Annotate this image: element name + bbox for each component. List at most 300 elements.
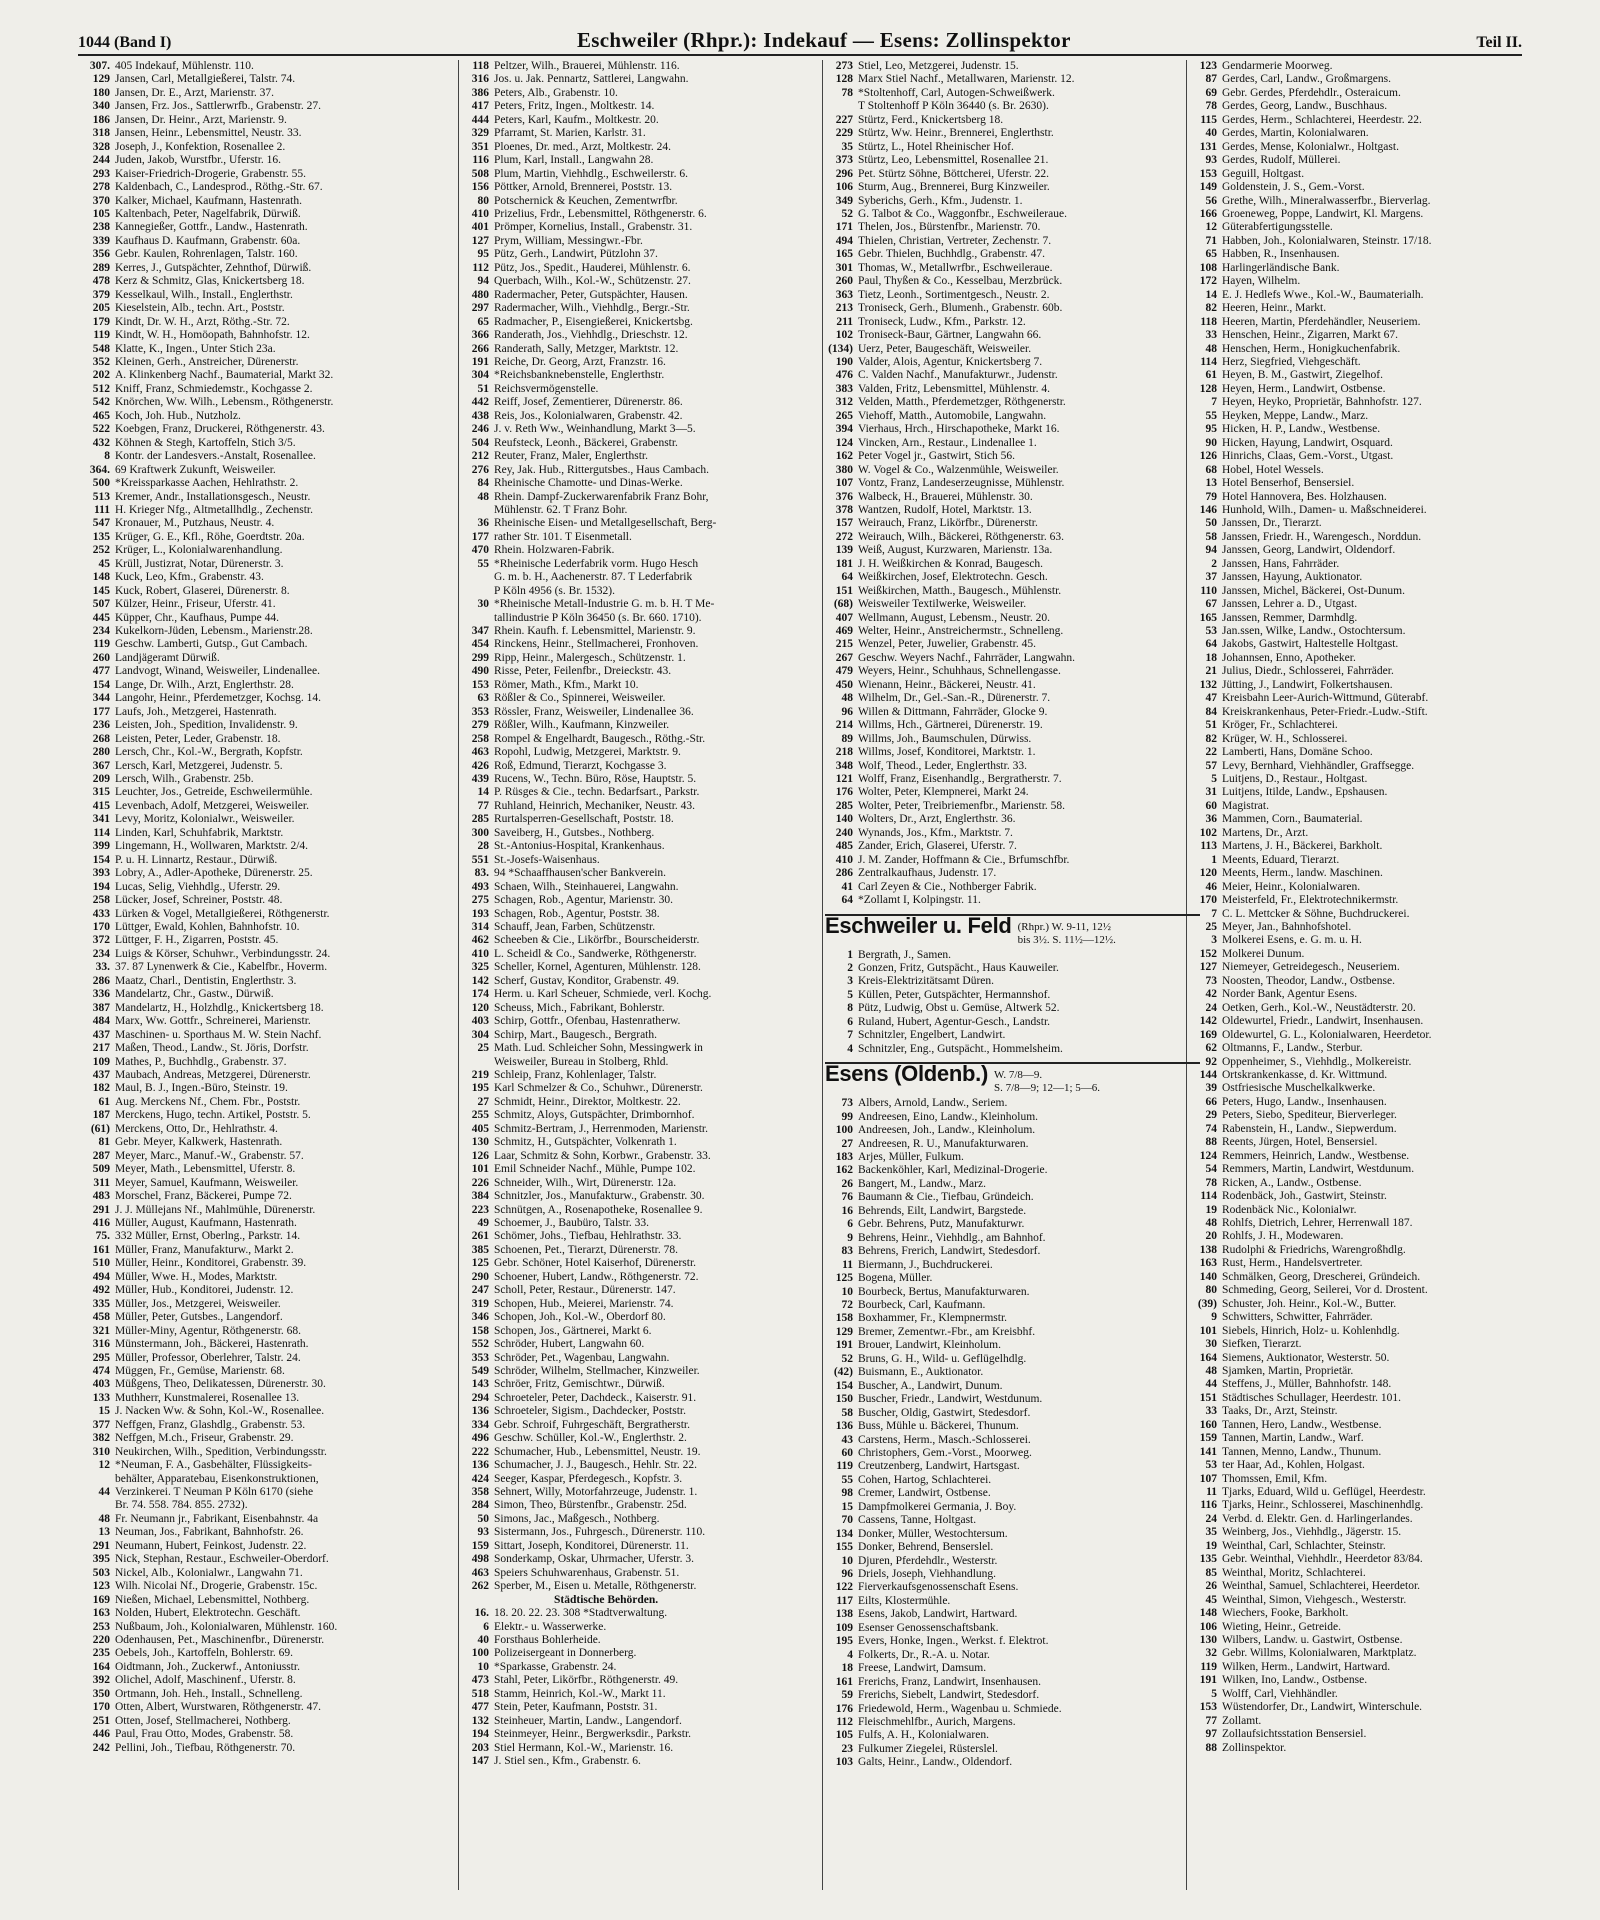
phone-number: 45 xyxy=(1205,1593,1217,1606)
directory-entry xyxy=(82,450,457,463)
subscriber-text: Forsthaus Bohlerheide. xyxy=(494,1634,601,1647)
office-hours-line: S. 7/8—9; 12—1; 5—6. xyxy=(993,1082,1101,1095)
subscriber-text: Schmeding, Georg, Seilerei, Vor d. Drostent. xyxy=(1222,1284,1428,1297)
phone-number: 285 xyxy=(471,813,489,826)
directory-entry xyxy=(825,73,1200,86)
phone-number: 268 xyxy=(92,732,110,745)
directory-entry xyxy=(82,1405,457,1418)
subscriber-text: Kaufhaus D. Kaufmann, Grabenstr. 60a. xyxy=(115,234,301,247)
subscriber-text: Hobel, Hotel Wessels. xyxy=(1222,463,1324,476)
phone-number: 195 xyxy=(471,1082,489,1095)
phone-number: 113 xyxy=(1200,840,1217,853)
directory-entry xyxy=(1189,141,1564,154)
phone-number: 82 xyxy=(1205,732,1217,745)
directory-entry xyxy=(461,302,836,315)
subscriber-text: Freese, Landwirt, Damsum. xyxy=(858,1662,987,1675)
directory-entry xyxy=(825,1272,1200,1285)
directory-entry xyxy=(825,1205,1200,1218)
directory-entry xyxy=(82,840,457,853)
subscriber-text: St.-Josefs-Waisenhaus. xyxy=(494,853,600,866)
phone-number: 120 xyxy=(471,1001,489,1014)
subscriber-text: Plum, Martin, Viehhdlg., Eschweilerstr. 6. xyxy=(494,167,688,180)
phone-number: 358 xyxy=(471,1486,489,1499)
phone-number: 191 xyxy=(835,1339,853,1352)
phone-number: 77 xyxy=(477,799,489,812)
subscriber-text: Ortmann, Joh. Heh., Install., Schnelleng. xyxy=(115,1687,303,1700)
phone-number: 373 xyxy=(835,154,853,167)
subscriber-text: Reents, Jürgen, Hotel, Bensersiel. xyxy=(1222,1136,1378,1149)
subscriber-text: Gerdes, Georg, Landw., Buschhaus. xyxy=(1222,100,1388,113)
subscriber-text: Wilh. Nicolai Nf., Drogerie, Grabenstr. 15c. xyxy=(115,1580,318,1593)
subscriber-text: Luitjens, D., Restaur., Holtgast. xyxy=(1222,773,1368,786)
directory-entry xyxy=(461,1607,836,1620)
directory-entry xyxy=(1189,1069,1564,1082)
subscriber-text: Verzinkerei. T Neuman P Köln 6170 (siehe xyxy=(115,1486,314,1499)
directory-entry xyxy=(1189,1244,1564,1257)
directory-entry xyxy=(461,800,836,813)
directory-entry xyxy=(461,1352,836,1365)
directory-entry xyxy=(825,1487,1200,1500)
directory-entry xyxy=(461,1123,836,1136)
subscriber-text: Schmitz-Bertram, J., Herrenmoden, Marienstr. xyxy=(494,1122,708,1135)
directory-entry xyxy=(825,1191,1200,1204)
directory-entry xyxy=(82,692,457,705)
directory-entry xyxy=(82,1271,457,1284)
phone-number: 139 xyxy=(835,544,853,557)
phone-number: 96 xyxy=(841,705,853,718)
subscriber-text: H. Krieger Nfg., Altmetallhdlg., Zechenstr. xyxy=(115,503,314,516)
phone-number: 146 xyxy=(1199,503,1217,516)
subscriber-text: Oidtmann, Joh., Zuckerwf., Antoniusstr. xyxy=(115,1660,300,1673)
phone-number: 275 xyxy=(471,894,489,907)
subscriber-text: Bourbeck, Bertus, Manufakturwaren. xyxy=(858,1285,1030,1298)
directory-entry xyxy=(461,854,836,867)
subscriber-text: Otten, Josef, Stellmacherei, Nothberg. xyxy=(115,1714,291,1727)
subscriber-text: Carstens, Herm., Masch.-Schlosserei. xyxy=(858,1433,1031,1446)
directory-entry xyxy=(82,1715,457,1728)
directory-entry xyxy=(825,356,1200,369)
subscriber-text: Habben, Joh., Kolonialwaren, Steinstr. 17/18. xyxy=(1222,234,1432,247)
subscriber-text: Schumacher, J. J., Baugesch., Hehlr. Str. 22. xyxy=(494,1459,697,1472)
phone-number: 31 xyxy=(1205,786,1217,799)
directory-entry xyxy=(82,168,457,181)
directory-entry xyxy=(1189,1553,1564,1566)
subscriber-text: Willms, Joh., Baumschulen, Dürwiss. xyxy=(858,732,1032,745)
section-heading xyxy=(825,914,1200,947)
subscriber-text: Güterabfertigungsstelle. xyxy=(1222,221,1333,234)
subscriber-text: Fulfs, A. H., Kolonialwaren. xyxy=(858,1729,989,1742)
phone-number: 19 xyxy=(1205,1539,1217,1552)
subscriber-text: Biermann, J., Buchdruckerei. xyxy=(858,1258,993,1271)
subscriber-text: Jan.ssen, Wilke, Landw., Ostochtersum. xyxy=(1222,625,1406,638)
phone-number: 300 xyxy=(471,826,489,839)
subscriber-text: Sturm, Aug., Brennerei, Burg Kinzweiler. xyxy=(858,181,1050,194)
directory-entry xyxy=(461,504,836,517)
phone-number: 209 xyxy=(92,773,110,786)
subscriber-text: 94 *Schaaffhausen'scher Bankverein. xyxy=(494,867,667,880)
phone-number: 68 xyxy=(1205,463,1217,476)
subscriber-text: Kontr. der Landesvers.-Anstalt, Rosenallee. xyxy=(115,450,316,463)
phone-number: 130 xyxy=(1199,1634,1217,1647)
phone-number xyxy=(461,504,489,517)
directory-entry xyxy=(461,652,836,665)
directory-entry xyxy=(461,558,836,571)
phone-number: 51 xyxy=(1205,719,1217,732)
directory-entry xyxy=(82,316,457,329)
phone-number: 143 xyxy=(471,1378,489,1391)
subscriber-text: Heyen, Heyko, Proprietär, Bahnhofstr. 127. xyxy=(1222,396,1422,409)
subscriber-text: Nolden, Hubert, Elektrotechn. Geschäft. xyxy=(115,1607,301,1620)
subscriber-text: Johannsen, Enno, Apotheker. xyxy=(1222,651,1356,664)
page-running-title: Eschweiler (Rhpr.): Indekauf — Esens: Zollinspektor xyxy=(577,28,1071,52)
subscriber-text: Peters, Karl, Kaufm., Moltkestr. 20. xyxy=(494,113,659,126)
phone-number: 8 xyxy=(847,1002,853,1015)
subscriber-text: Müller, Wwe. H., Modes, Marktstr. xyxy=(115,1270,278,1283)
directory-entry xyxy=(1189,1728,1564,1741)
subscriber-text: Schoenen, Pet., Tierarzt, Dürenerstr. 78. xyxy=(494,1243,678,1256)
phone-number: 474 xyxy=(92,1364,110,1377)
phone-number: 297 xyxy=(471,302,489,315)
phone-number: 386 xyxy=(471,86,489,99)
directory-entry xyxy=(1189,894,1564,907)
phone-number: 227 xyxy=(835,113,853,126)
phone-number: 127 xyxy=(1199,961,1217,974)
directory-entry xyxy=(461,369,836,382)
subscriber-text: Kniff, Franz, Schmiedemstr., Kochgasse 2. xyxy=(115,382,313,395)
phone-number: 55 xyxy=(841,1473,853,1486)
subscriber-text: Merckens, Otto, Dr., Hehlrathstr. 4. xyxy=(115,1122,278,1135)
subscriber-text: Wienann, Heinr., Bäckerei, Neustr. 41. xyxy=(858,678,1036,691)
phone-number: 39 xyxy=(1205,1082,1217,1095)
directory-entry xyxy=(1189,504,1564,517)
directory-entry xyxy=(825,1676,1200,1689)
section-title: Esens (Oldenb.) xyxy=(825,1061,988,1087)
subscriber-text: G. Talbot & Co., Waggonfbr., Eschweileraue. xyxy=(858,207,1067,220)
subscriber-text: *Zollamt I, Kolpingstr. 11. xyxy=(858,894,981,907)
phone-number: 124 xyxy=(1199,1149,1217,1162)
subscriber-text: Esenser Genossenschaftsbank. xyxy=(858,1621,999,1634)
directory-entry xyxy=(825,127,1200,140)
directory-entry xyxy=(461,1271,836,1284)
phone-number: 101 xyxy=(1199,1324,1217,1337)
phone-number: 479 xyxy=(835,665,853,678)
directory-entry xyxy=(82,1446,457,1459)
subscriber-text: Leisten, Peter, Leder, Grabenstr. 18. xyxy=(115,732,281,745)
subscriber-text: Ploenes, Dr. med., Arzt, Moltkestr. 24. xyxy=(494,140,671,153)
directory-entry xyxy=(461,87,836,100)
directory-entry xyxy=(82,760,457,773)
phone-number: 29 xyxy=(1205,1109,1217,1122)
subscriber-text: Karl Schmelzer & Co., Schuhwr., Dürenerstr. xyxy=(494,1082,703,1095)
phone-number: 483 xyxy=(92,1190,110,1203)
subscriber-text: Schopen, Hub., Meierei, Marienstr. 74. xyxy=(494,1297,674,1310)
subscriber-text: Bangert, M., Landw., Marz. xyxy=(858,1177,986,1190)
phone-number: 328 xyxy=(92,140,110,153)
subscriber-text: Folkerts, Dr., R.-A. u. Notar. xyxy=(858,1648,990,1661)
directory-entry xyxy=(82,329,457,342)
subscriber-text: Rössler, Franz, Weisweiler, Lindenallee 36. xyxy=(494,705,694,718)
subscriber-text: Münstermann, Joh., Bäckerei, Hastenrath. xyxy=(115,1338,309,1351)
directory-entry xyxy=(461,934,836,947)
directory-entry xyxy=(82,746,457,759)
directory-entry xyxy=(1189,1015,1564,1028)
directory-entry xyxy=(461,1459,836,1472)
directory-entry xyxy=(825,491,1200,504)
subscriber-text: Müller, Peter, Gutsbes., Langendorf. xyxy=(115,1311,283,1324)
directory-entry xyxy=(82,1486,457,1499)
phone-number: 153 xyxy=(1199,167,1217,180)
directory-entry xyxy=(82,827,457,840)
subscriber-text: Kaltenbach, Peter, Nagelfabrik, Dürwiß. xyxy=(115,207,301,220)
phone-number: 144 xyxy=(1199,1068,1217,1081)
phone-number: 103 xyxy=(835,1756,853,1769)
phone-number: 234 xyxy=(92,947,110,960)
subscriber-text: Jakobs, Gastwirt, Haltestelle Holtgast. xyxy=(1222,638,1399,651)
subscriber-text: Müller, Jos., Metzgerei, Weisweiler. xyxy=(115,1297,281,1310)
phone-number: 133 xyxy=(92,1391,110,1404)
subscriber-text: Kuck, Robert, Glaserei, Dürenerstr. 8. xyxy=(115,584,290,597)
phone-number: 75. xyxy=(95,1230,110,1243)
subscriber-text: Gebr. Kaulen, Rohrenlagen, Talstr. 160. xyxy=(115,248,298,261)
directory-entry xyxy=(1189,948,1564,961)
phone-number: 105 xyxy=(835,1729,853,1742)
phone-number: 6 xyxy=(483,1620,489,1633)
subscriber-text: Meents, Eduard, Tierarzt. xyxy=(1222,853,1340,866)
directory-entry xyxy=(825,1124,1200,1137)
subscriber-text: Nickel, Alb., Kolonialwr., Langwahn 71. xyxy=(115,1566,303,1579)
directory-entry xyxy=(461,1338,836,1351)
directory-entry xyxy=(461,1473,836,1486)
directory-entry xyxy=(82,1352,457,1365)
directory-entry xyxy=(82,867,457,880)
directory-entry xyxy=(1189,302,1564,315)
directory-entry xyxy=(1189,289,1564,302)
directory-entry xyxy=(82,1015,457,1028)
phone-number: 129 xyxy=(92,73,110,86)
directory-entry xyxy=(461,208,836,221)
directory-entry xyxy=(1189,1405,1564,1418)
subscriber-text: Zander, Erich, Glaserei, Uferstr. 7. xyxy=(858,840,1017,853)
phone-number: 78 xyxy=(1205,100,1217,113)
subscriber-text: Marx Stiel Nachf., Metallwaren, Marienstr. 12. xyxy=(858,73,1075,86)
subscriber-text: Koch, Joh. Hub., Nutzholz. xyxy=(115,409,241,422)
subscriber-text: Wolff, Franz, Eisenhandlg., Bergratherstr. 7. xyxy=(858,773,1062,786)
directory-entry xyxy=(461,1069,836,1082)
phone-number: 403 xyxy=(471,1015,489,1028)
phone-number: 549 xyxy=(471,1364,489,1377)
subscriber-text: *Rheinische Lederfabrik vorm. Hugo Hesch xyxy=(494,557,699,570)
directory-entry xyxy=(82,1365,457,1378)
directory-entry xyxy=(825,638,1200,651)
phone-number: 114 xyxy=(93,826,110,839)
phone-number: 121 xyxy=(835,773,853,786)
subscriber-text: Schleip, Franz, Kohlenlager, Talstr. xyxy=(494,1068,657,1081)
phone-number: 93 xyxy=(1205,154,1217,167)
phone-number: (68) xyxy=(833,598,853,611)
phone-number: 478 xyxy=(92,275,110,288)
phone-number: 48 xyxy=(477,490,489,503)
subscriber-text: Schopen, Joh., Kol.-W., Oberdorf 80. xyxy=(494,1311,666,1324)
directory-entry xyxy=(82,383,457,396)
phone-number: 123 xyxy=(92,1580,110,1593)
subscriber-text: Schröder, Wilhelm, Stellmacher, Kinzweiler. xyxy=(494,1364,700,1377)
directory-entry xyxy=(1189,1177,1564,1190)
directory-entry xyxy=(825,60,1200,73)
directory-entry xyxy=(825,1662,1200,1675)
phone-number: 119 xyxy=(836,1460,853,1473)
directory-entry xyxy=(1189,746,1564,759)
directory-entry xyxy=(825,1312,1200,1325)
phone-number: 438 xyxy=(471,409,489,422)
subscriber-text: Driels, Joseph, Viehhandlung. xyxy=(858,1568,997,1581)
subscriber-text: Fierverkaufsgenossenschaft Esens. xyxy=(858,1581,1019,1594)
subscriber-text: Weißkirchen, Matth., Baugesch., Mühlenstr. xyxy=(858,584,1062,597)
directory-entry xyxy=(461,1742,836,1755)
phone-number: 166 xyxy=(1199,207,1217,220)
subscriber-text: Peters, Fritz, Ingen., Moltkestr. 14. xyxy=(494,100,655,113)
phone-number: 403 xyxy=(92,1378,110,1391)
subscriber-text: Jütting, J., Landwirt, Folkertshausen. xyxy=(1222,678,1393,691)
phone-number: 280 xyxy=(92,746,110,759)
subscriber-text: Remmers, Martin, Landwirt, Westdunum. xyxy=(1222,1163,1415,1176)
subscriber-text: Meyer, Jan., Bahnhofshotel. xyxy=(1222,921,1352,933)
subscriber-text: Oebels, Joh., Kartoffeln, Bohlerstr. 69. xyxy=(115,1647,294,1660)
directory-entry xyxy=(1189,1056,1564,1069)
directory-entry xyxy=(461,289,836,302)
subscriber-text: Krüll, Justizrat, Notar, Dürenerstr. 3. xyxy=(115,557,284,570)
phone-number: 301 xyxy=(835,261,853,274)
phone-number: 437 xyxy=(92,1028,110,1041)
subscriber-text: Paul, Thyßen & Co., Kesselbau, Merzbrück. xyxy=(858,275,1063,288)
subscriber-text: Martens, J. H., Bäckerei, Barkholt. xyxy=(1222,840,1383,853)
phone-number: 109 xyxy=(835,1621,853,1634)
subscriber-text: Buismann, E., Auktionator. xyxy=(858,1366,984,1379)
phone-number: 135 xyxy=(92,530,110,543)
phone-number: 55 xyxy=(1205,409,1217,422)
subscriber-text: Buscher, A., Landwirt, Dunum. xyxy=(858,1379,1003,1392)
phone-number: 84 xyxy=(477,477,489,490)
directory-entry xyxy=(1189,1607,1564,1620)
directory-entry xyxy=(82,1661,457,1674)
subscriber-text: Seeger, Kaspar, Pferdegesch., Kopfstr. 3. xyxy=(494,1472,683,1485)
directory-entry xyxy=(825,867,1200,880)
directory-entry xyxy=(1189,867,1564,880)
subscriber-text: Maschinen- u. Sporthaus M. W. Stein Nachf. xyxy=(115,1028,322,1041)
phone-number: 7 xyxy=(1211,396,1217,409)
phone-number: 72 xyxy=(841,1298,853,1311)
phone-number: 276 xyxy=(471,463,489,476)
directory-entry xyxy=(825,531,1200,544)
directory-entry xyxy=(825,962,1200,975)
directory-entry xyxy=(1189,760,1564,773)
phone-number: (61) xyxy=(90,1122,110,1135)
subscriber-text: Tjarks, Eduard, Wild u. Geflügel, Heerdestr. xyxy=(1222,1486,1426,1499)
phone-number: 379 xyxy=(92,288,110,301)
subscriber-text: Peltzer, Wilh., Brauerei, Mühlenstr. 116. xyxy=(494,60,680,72)
phone-number: 512 xyxy=(92,382,110,395)
phone-number: 49 xyxy=(477,1216,489,1229)
subscriber-text: Cremer, Landwirt, Ostbense. xyxy=(858,1487,991,1500)
directory-entry xyxy=(1189,719,1564,732)
phone-number: 484 xyxy=(92,1015,110,1028)
directory-entry xyxy=(1189,1513,1564,1526)
subscriber-text: Steinmeyer, Heinr., Bergwerksdir., Parkstr. xyxy=(494,1728,692,1741)
subscriber-text: 69 Kraftwerk Zukunft, Weisweiler. xyxy=(115,463,276,476)
directory-entry xyxy=(1189,1257,1564,1270)
phone-number: 74 xyxy=(1205,1122,1217,1135)
directory-entry xyxy=(825,1555,1200,1568)
phone-number: 485 xyxy=(835,840,853,853)
directory-entry xyxy=(1189,1325,1564,1338)
phone-number: 2 xyxy=(1211,557,1217,570)
phone-number: 6 xyxy=(847,1015,853,1028)
subscriber-text: St.-Antonius-Hospital, Krankenhaus. xyxy=(494,840,665,853)
subscriber-text: Neumann, Hubert, Feinkost, Judenstr. 22. xyxy=(115,1539,307,1552)
directory-entry xyxy=(82,1553,457,1566)
subscriber-text: Martens, Dr., Arzt. xyxy=(1222,826,1309,839)
directory-entry xyxy=(461,531,836,544)
directory-entry xyxy=(1189,908,1564,921)
subscriber-text: Querbach, Wilh., Kol.-W., Schützenstr. 27. xyxy=(494,275,691,288)
directory-entry xyxy=(82,1688,457,1701)
phone-number: 410 xyxy=(471,947,489,960)
subscriber-text: Radermacher, Peter, Gutspächter, Hausen. xyxy=(494,288,688,301)
directory-entry xyxy=(461,1002,836,1015)
directory-entry xyxy=(825,949,1200,962)
directory-entry xyxy=(825,1366,1200,1379)
directory-entry xyxy=(1189,1378,1564,1391)
directory-entry xyxy=(461,1755,836,1768)
directory-entry xyxy=(1189,517,1564,530)
directory-entry xyxy=(825,1016,1200,1029)
directory-entry xyxy=(1189,1540,1564,1553)
subscriber-text: Kreis-Elektrizitätsamt Düren. xyxy=(858,975,995,988)
subscriber-text: Rheinische Chamotte- und Dinas-Werke. xyxy=(494,477,683,490)
subscriber-text: Kreisbahn Leer-Aurich-Wittmund, Güterabf. xyxy=(1222,692,1429,705)
directory-entry xyxy=(461,1230,836,1243)
phone-number: 23 xyxy=(841,1742,853,1755)
phone-number: 130 xyxy=(471,1136,489,1149)
directory-entry xyxy=(1189,343,1564,356)
directory-entry xyxy=(461,638,836,651)
subscriber-text: Janssen, Hans, Fahrräder. xyxy=(1222,557,1340,570)
subscriber-text: *Stoltenhoff, Carl, Autogen-Schweißwerk. xyxy=(858,86,1055,99)
directory-entry xyxy=(82,208,457,221)
phone-number: 140 xyxy=(835,813,853,826)
phone-number: 16. xyxy=(474,1607,489,1620)
directory-entry xyxy=(82,1230,457,1243)
directory-entry xyxy=(1189,383,1564,396)
phone-number: 284 xyxy=(471,1499,489,1512)
directory-entry xyxy=(1189,827,1564,840)
directory-entry xyxy=(82,854,457,867)
subscriber-text: Scheeben & Cie., Likörfbr., Bourscheiderstr. xyxy=(494,934,700,947)
phone-number: 128 xyxy=(1199,382,1217,395)
subscriber-text: Gebr. Behrens, Putz, Manufakturwr. xyxy=(858,1218,1025,1231)
phone-number: (42) xyxy=(833,1366,853,1379)
directory-entry xyxy=(82,612,457,625)
directory-entry xyxy=(1189,100,1564,113)
directory-entry xyxy=(82,598,457,611)
subscriber-text: Ruland, Hubert, Agentur-Gesch., Landstr. xyxy=(858,1015,1051,1028)
phone-number: 469 xyxy=(835,625,853,638)
subscriber-text: Müller, Hub., Konditorei, Judenstr. 12. xyxy=(115,1284,294,1297)
subscriber-text: 332 Müller, Ernst, Oberlng., Parkstr. 14. xyxy=(115,1230,301,1243)
subscriber-text: Oppenheimer, S., Viehhdlg., Molkereistr. xyxy=(1222,1055,1412,1068)
directory-entry xyxy=(461,1526,836,1539)
phone-number: 296 xyxy=(835,167,853,180)
phone-number: 128 xyxy=(835,73,853,86)
